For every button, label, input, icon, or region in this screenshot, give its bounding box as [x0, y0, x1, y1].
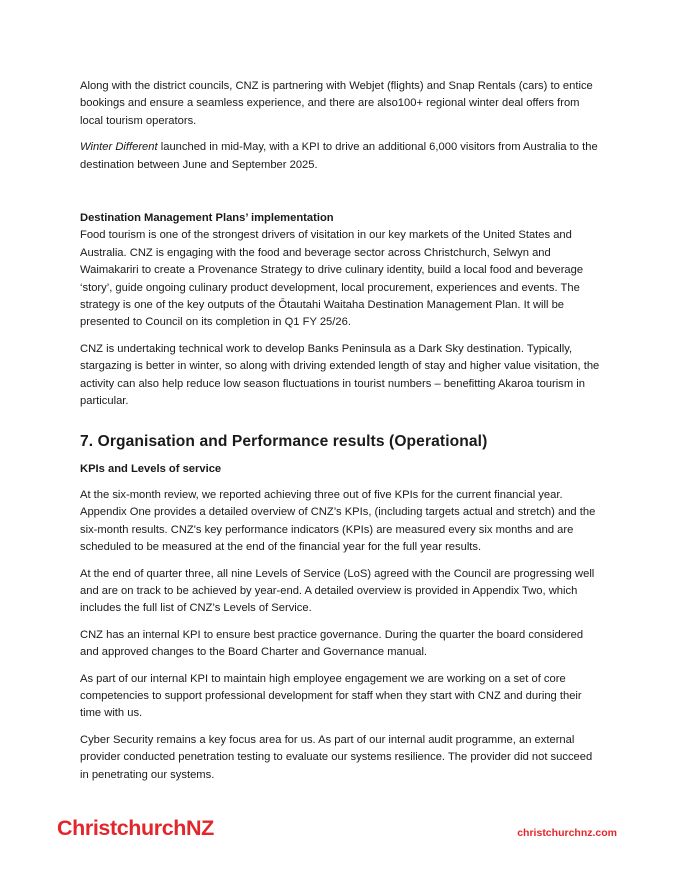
kpi-heading: KPIs and Levels of service: [80, 462, 222, 475]
paragraph-levels-of-service: At the end of quarter three, all nine Levels of Service (LoS) agreed with the Council are progressing well and are on track to be achieved by year-end. A detailed overview is provided in Appendix Two, which includes the full list of CNZ’s Levels of Service.: [80, 567, 595, 615]
paragraph-dark-sky: CNZ is undertaking technical work to develop Banks Peninsula as a Dark Sky destination. Typically, stargazing is better in winter, so along with driving extended length of stay and higher value visitation, the activity can also help reduce low season fluctuations in tourist numbers – benefitting Akaroa tourism in particular.: [80, 342, 600, 408]
paragraph-winter-different-text: launched in mid-May, with a KPI to drive an additional 6,000 visitors from Australia to the destination between June and September 2025.: [80, 141, 598, 171]
christchurchnz-logo: ChristchurchNZ: [57, 816, 214, 840]
paragraph-partnerships: Along with the district councils, CNZ is partnering with Webjet (flights) and Snap Rentals (cars) to entice bookings and ensure a seamless experience, and there are also100+ regional winter deal offers from local tourism operators.: [80, 80, 593, 127]
paragraph-employee-engagement: As part of our internal KPI to maintain high employee engagement we are working on a set of core competencies to support professional development for staff when they start with CNZ and during their time with us.: [80, 672, 582, 720]
paragraph-food-tourism: Food tourism is one of the strongest drivers of visitation in our key markets of the United States and Australia. CNZ is engaging with the food and beverage sector across Christchurch, Selwyn and Waimakariri to create a Provenance Strategy to drive culinary identity, build a local food and beverage ‘story’, guide ongoing culinary product development, local procurement, experiences and events. The strategy is one of the key outputs of the Ōtautahi Waitaha Destination Management Plan. It will be presented to Council on its completion in Q1 FY 25/26.: [80, 229, 584, 329]
section-heading-7: 7. Organisation and Performance results (Operational): [80, 432, 488, 450]
paragraph-cyber-security: Cyber Security remains a key focus area for us. As part of our internal audit programme, an external provider conducted penetration testing to evaluate our systems resilience. The provider did not succeed in penetrating our systems.: [80, 733, 593, 781]
document-body: [80, 78, 600, 784]
paragraph-governance: CNZ has an internal KPI to ensure best practice governance. During the quarter the board considered and approved changes to the Board Charter and Governance manual.: [80, 628, 584, 659]
paragraph-six-month-review: At the six-month review, we reported achieving three out of five KPIs for the current financial year. Appendix One provides a detailed overview of CNZ’s KPIs, (including targets actual and stretch) and the six-month results. CNZ's key performance indicators (KPIs) are measured every six months and are scheduled to be measured at the end of the financial year for the full year results.: [80, 488, 596, 554]
dmp-heading: Destination Management Plans’ implementation: [80, 212, 334, 225]
paragraph-winter-different: [80, 139, 600, 174]
footer-url: christchurchnz.com: [517, 827, 617, 839]
campaign-name: Winter Different: [80, 141, 158, 154]
